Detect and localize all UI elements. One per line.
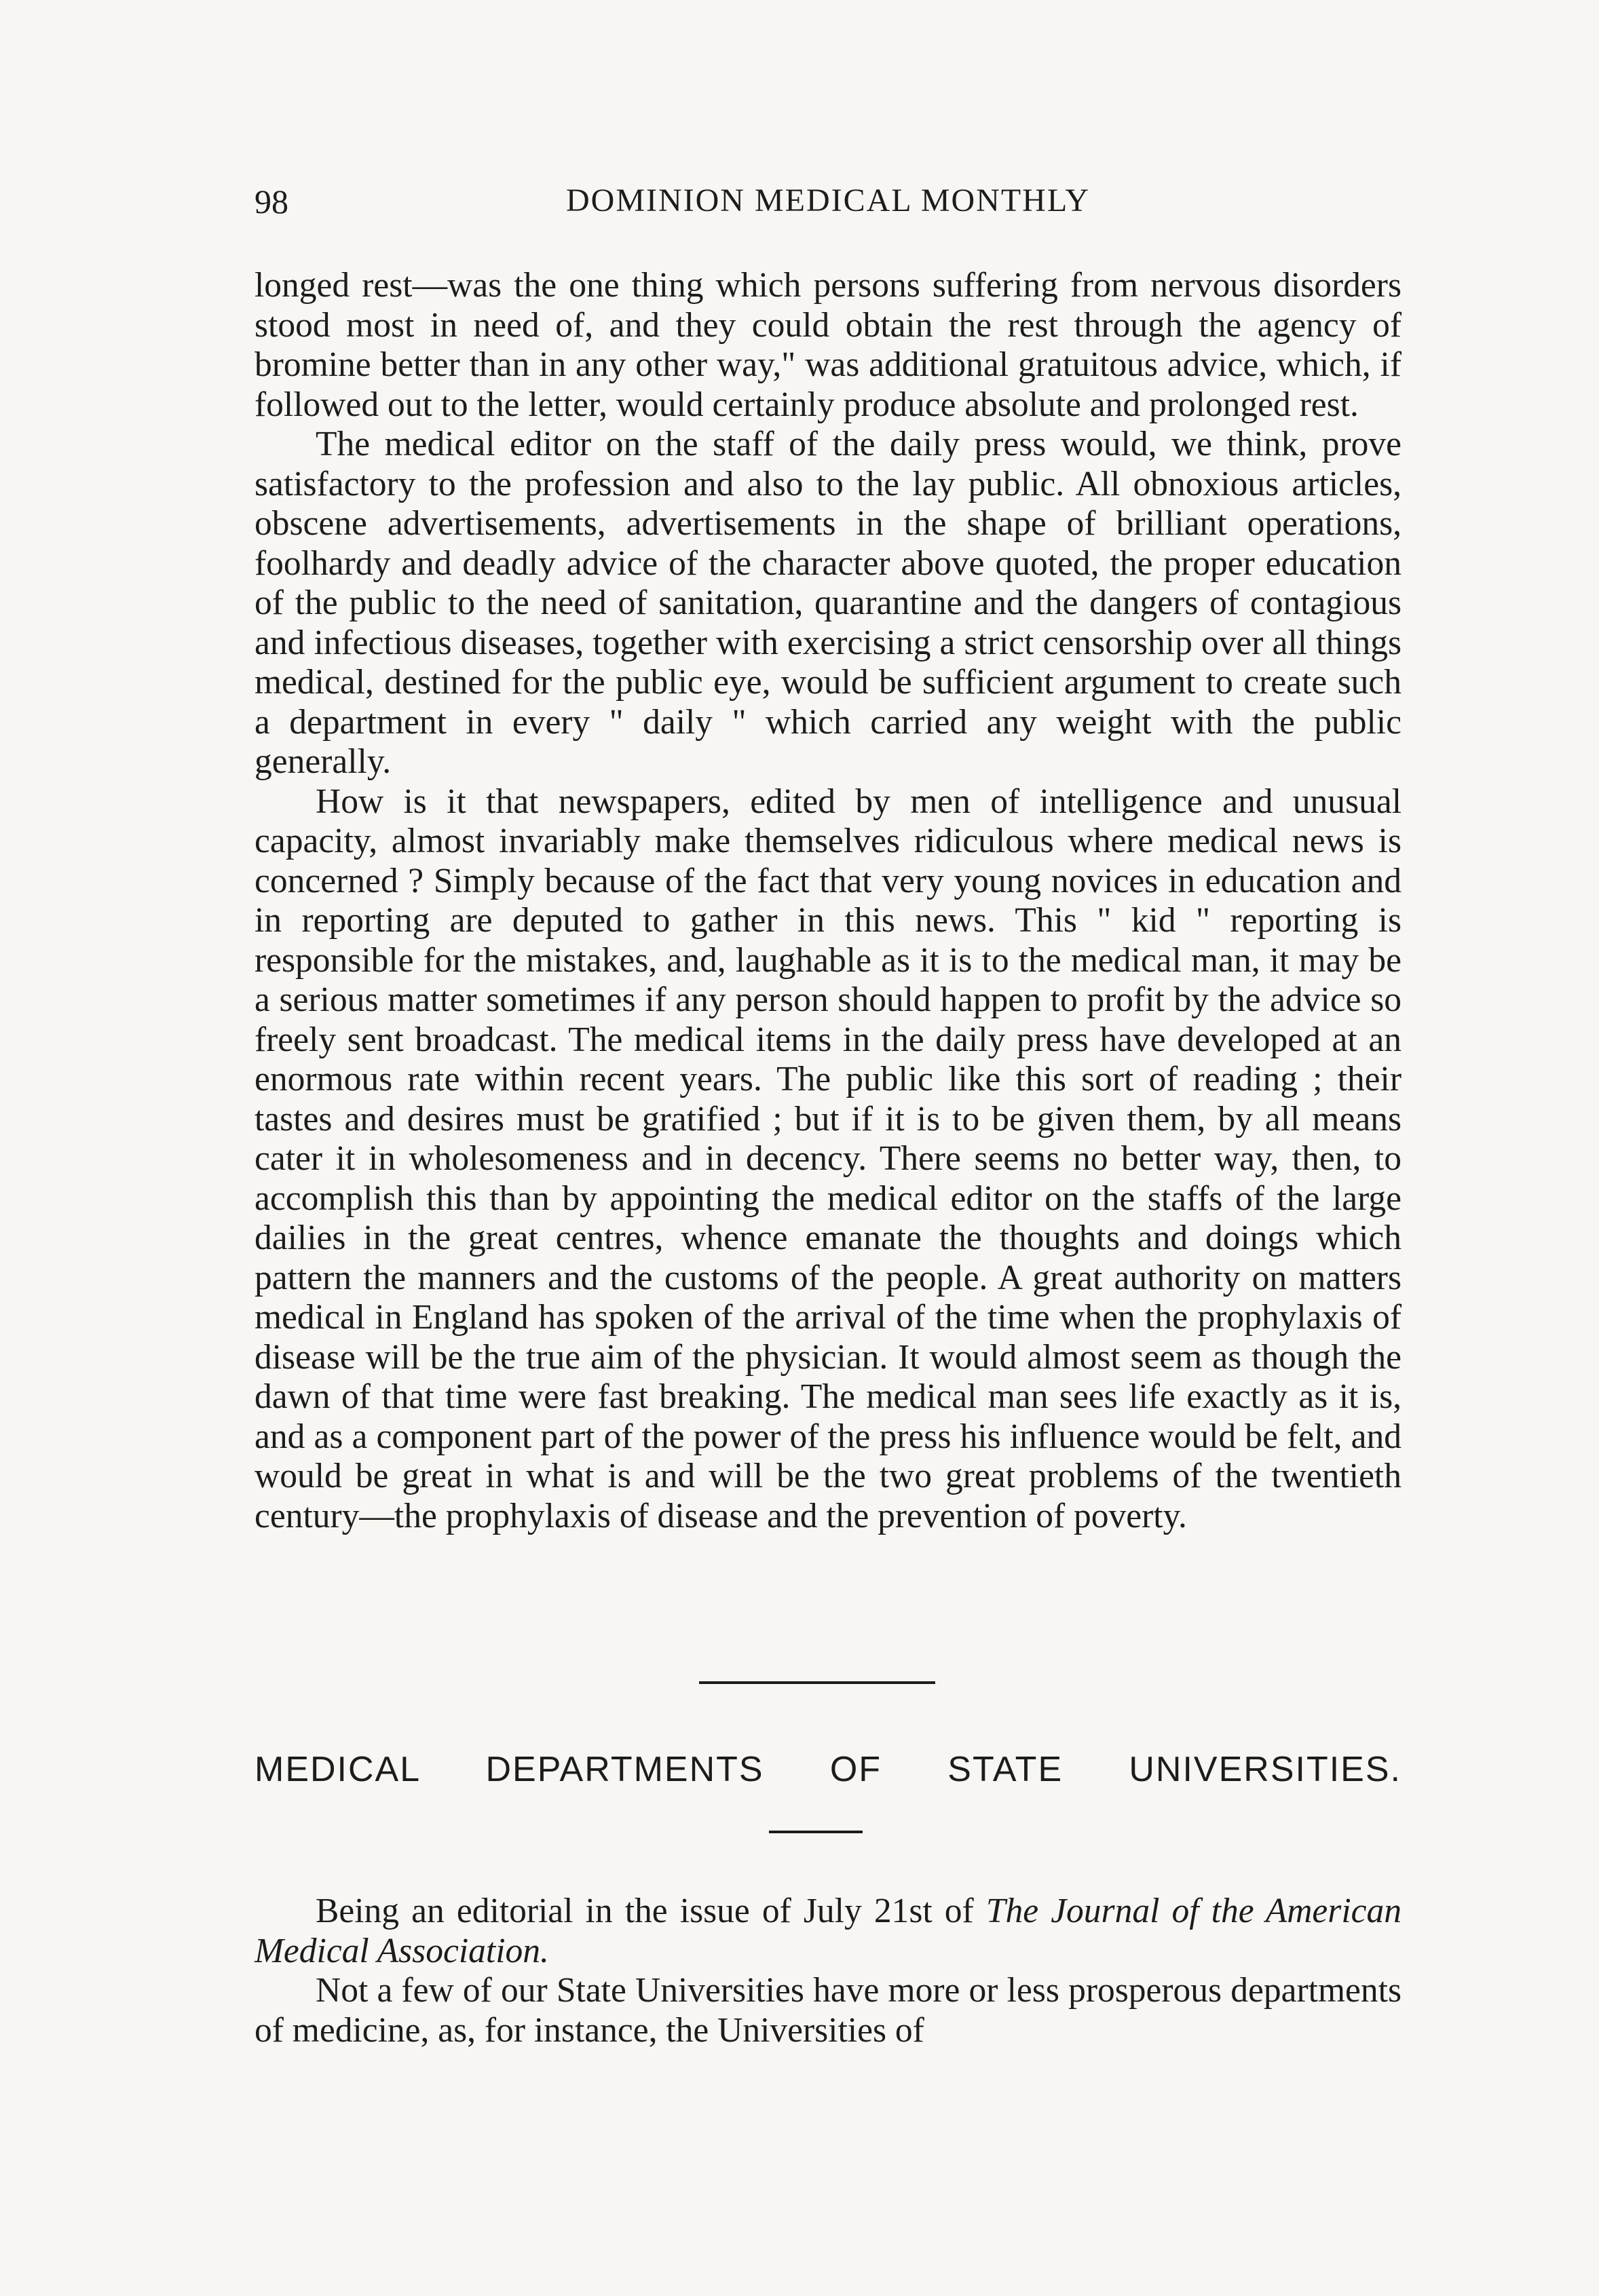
- running-head: DOMINION MEDICAL MONTHLY: [565, 183, 1090, 218]
- editorial-body: [255, 1892, 1402, 2050]
- paragraph-medical-editor: The medical editor on the staff of the daily press would, we think, prove satisfactory to the profession and also to the lay public. All obnoxious articles, obscene advertisements, advertisements in the shape of brilliant operations, foolhardy and deadly advice of the character above quoted, the proper education of the public to the need of sanitation, quarantine and the dangers of contagious and infectious diseases, together with exercising a strict censorship over all things medical, destined for the public eye, would be sufficient argument to create such a department in every " daily " which carried any weight with the public generally.: [255, 425, 1402, 781]
- editorial-intro-text: Being an editorial in the issue of July 21st of: [316, 1892, 986, 1930]
- editorial-intro: [255, 1892, 1402, 1971]
- paragraph-newspapers: How is it that newspapers, edited by men of intelligence and unusual capacity, almost invariably make themselves ridiculous where medical news is concerned ? Simply because of the fact that very young novices in education and in reporting are deputed to gather in this news. This " kid " reporting is responsible for the mistakes, and, laughable as it is to the medical man, it may be a serious matter sometimes if any person should happen to profit by the advice so freely sent broadcast. The medical items in the daily press have developed at an enormous rate within recent years. The public like this sort of reading ; their tastes and desires must be gratified ; but if it is to be given them, by all means cater it in wholesomeness and in decency. There seems no better way, then, to accomplish this than by appointing the medical editor on the staffs of the large dailies in the great centres, whence emanate the thoughts and doings which pattern the manners and the customs of the people. A great authority on matters medical in England has spoken of the arrival of the time when the prophylaxis of disease will be the true aim of the physician. It would almost seem as though the dawn of that time were fast breaking. The medical man sees life exactly as it is, and as a component part of the power of the press his influence would be felt, and would be great in what is and will be the two great problems of the twentieth century—the prophylaxis of disease and the prevention of poverty.: [255, 782, 1402, 1535]
- editorial-paragraph: Not a few of our State Universities have more or less prosperous departments of medicine, as, for instance, the Universities of: [255, 1971, 1402, 2050]
- section-heading: MEDICAL DEPARTMENTS OF STATE UNIVERSITIES.: [255, 1750, 1402, 1789]
- heading-underline-rule: [769, 1831, 863, 1833]
- page-number: 98: [255, 183, 288, 221]
- page-header: [255, 182, 1402, 229]
- article-body: [255, 266, 1402, 1536]
- paragraph-continuation: longed rest—was the one thing which persons suffering from nervous disorders stood most in need of, and they could obtain the rest through the agency of bromine better than in any other way," was additional gratuitous advice, which, if followed out to the letter, would certainly produce absolute and prolonged rest.: [255, 266, 1402, 424]
- section-divider-rule: [699, 1681, 935, 1684]
- journal-title: The Journal of the American Medical Association.: [255, 1892, 1402, 1970]
